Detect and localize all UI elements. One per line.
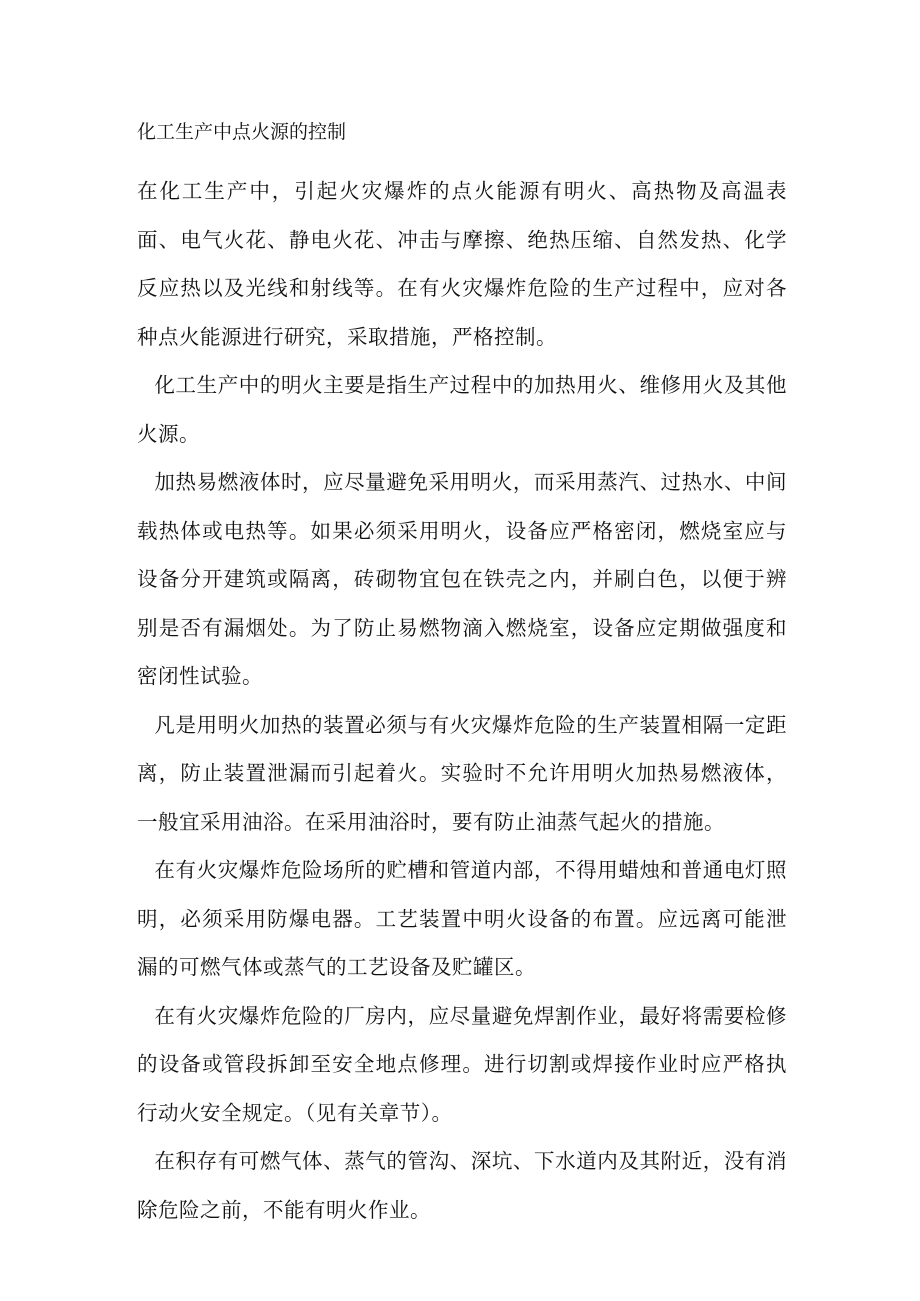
document-body: [137, 167, 787, 1234]
paragraph-explosion-proof-lighting: 在有火灾爆炸危险场所的贮槽和管道内部，不得用蜡烛和普通电灯照明，必须采用防爆电器。工艺装置中明火设备的布置。应远离可能泄漏的可燃气体或蒸气的工艺设备及贮罐区。: [137, 858, 787, 979]
paragraph-ignition-sources: 在化工生产中，引起火灾爆炸的点火能源有明火、高热物及高温表面、电气火花、静电火花、冲击与摩擦、绝热压缩、自然发热、化学反应热以及光线和射线等。在有火灾爆炸危险的生产过程中，应对各种点火能源进行研究，采取措施，严格控制。: [137, 179, 787, 349]
paragraph-open-flame-definition: 化工生产中的明火主要是指生产过程中的加热用火、维修用火及其他火源。: [137, 373, 787, 446]
paragraph-flame-heating-distance: 凡是用明火加热的装置必须与有火灾爆炸危险的生产装置相隔一定距离，防止装置泄漏而引起着火。实验时不允许用明火加热易燃液体，一般宜采用油浴。在采用油浴时，要有防止油蒸气起火的措施。: [137, 712, 787, 834]
paragraph-trench-hazard: 在积存有可燃气体、蒸气的管沟、深坑、下水道内及其附近，没有消除危险之前，不能有明火作业。: [137, 1149, 787, 1222]
document-title: 化工生产中点火源的控制: [137, 121, 347, 143]
paragraph-heating-flammable-liquids: 加热易燃液体时，应尽量避免采用明火，而采用蒸汽、过热水、中间载热体或电热等。如果必须采用明火，设备应严格密闭，燃烧室应与设备分开建筑或隔离，砖砌物宜包在铁壳之内，并刷白色，以便于辨别是否有漏烟处。为了防止易燃物滴入燃烧室，设备应定期做强度和密闭性试验。: [137, 470, 787, 688]
paragraph-welding-restrictions: 在有火灾爆炸危险的厂房内，应尽量避免焊割作业，最好将需要检修的设备或管段拆卸至安全地点修理。进行切割或焊接作业时应严格执行动火安全规定。（见有关章节）。: [137, 1003, 787, 1125]
